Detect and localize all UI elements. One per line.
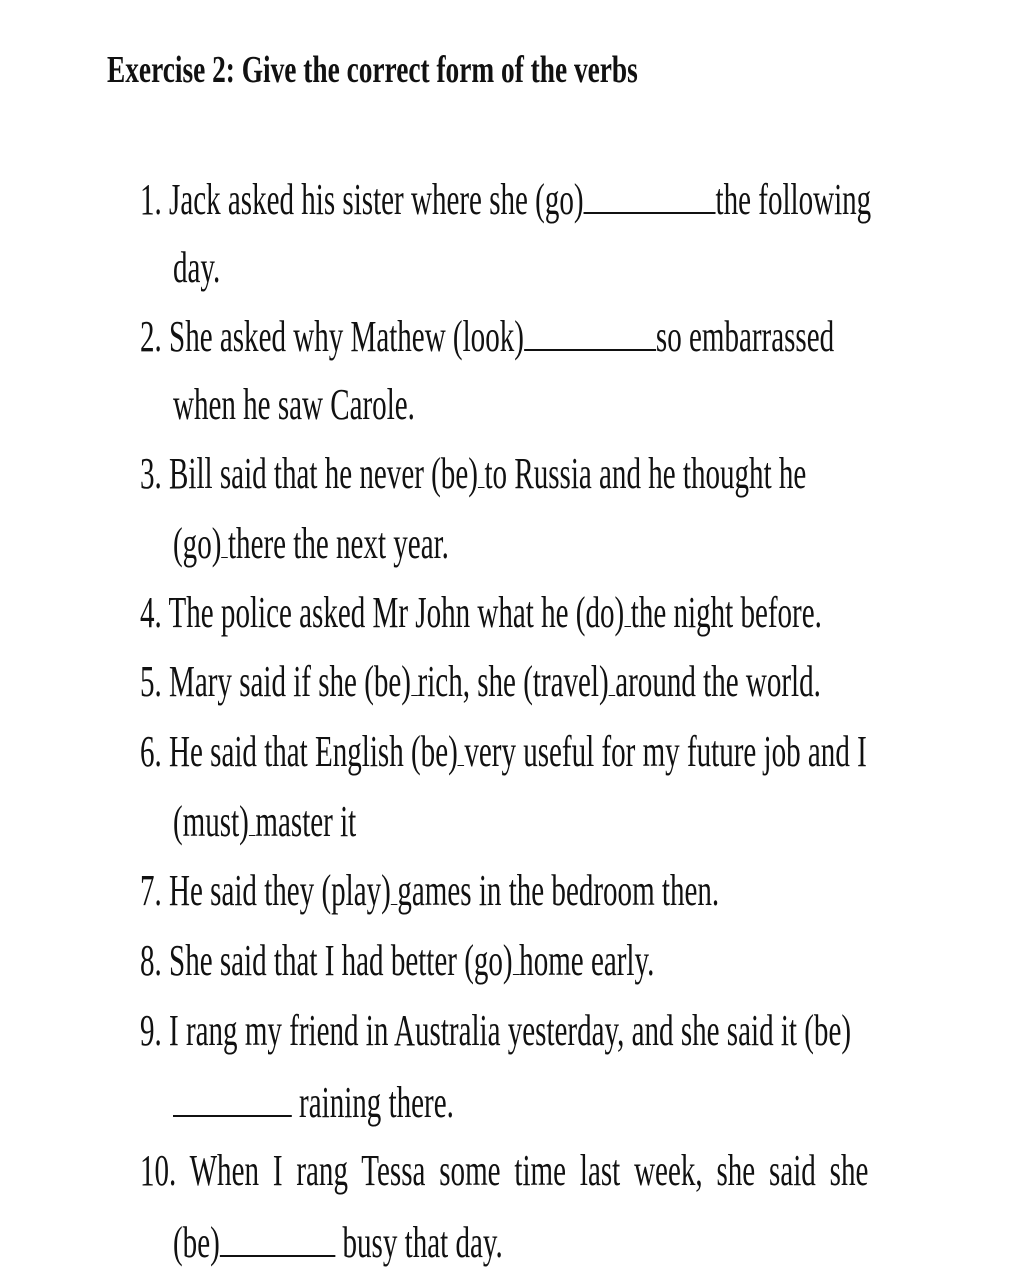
item-number: 3. [140, 449, 162, 498]
item-text: He said they (play) [169, 866, 391, 915]
item-text: to Russia and he thought he [484, 449, 807, 498]
item-text: When I rang Tessa some time last week, she said she [189, 1146, 869, 1195]
exercise-item-8 [140, 931, 654, 991]
item-number: 1. [140, 175, 162, 224]
exercise-item-10 [140, 1141, 868, 1201]
item-text: master it [255, 797, 357, 846]
item-number: 6. [140, 727, 162, 776]
exercise-item-5 [140, 652, 821, 712]
item-text: She asked why Mathew (look) [169, 312, 524, 361]
item-number: 5. [140, 657, 162, 706]
item-text: very useful for my future job and I [464, 727, 867, 776]
item-text: He said that English (be) [169, 727, 458, 776]
exercise-item-2 [140, 305, 834, 365]
item-text: raining there. [299, 1078, 454, 1127]
exercise-item-6-continued [173, 792, 356, 852]
item-number: 10. [140, 1146, 177, 1195]
exercise-item-4 [140, 583, 822, 643]
item-text: Jack asked his sister where she (go) [169, 175, 584, 224]
exercise-item-9 [140, 1001, 851, 1061]
item-text: The police asked Mr John what he (do) [168, 588, 625, 637]
exercise-item-2-continued [173, 375, 415, 435]
item-number: 2. [140, 312, 162, 361]
item-text: Bill said that he never (be) [169, 449, 478, 498]
item-text: (go) [173, 519, 222, 568]
exercise-item-3-continued [173, 514, 449, 574]
item-number: 9. [140, 1006, 162, 1055]
exercise-item-1-continued [173, 238, 220, 298]
exercise-item-9-continued [173, 1071, 454, 1131]
answer-blank[interactable] [478, 447, 485, 488]
answer-blank[interactable] [584, 168, 716, 214]
answer-blank[interactable] [173, 1071, 292, 1117]
item-text: so embarrassed [655, 312, 835, 361]
item-text: (must) [173, 797, 249, 846]
item-text: Mary said if she (be) [169, 657, 411, 706]
item-number: 4. [140, 588, 162, 637]
item-text: the following [715, 175, 872, 224]
item-text: games in the bedroom then. [397, 866, 720, 915]
item-number: 7. [140, 866, 162, 915]
item-text: the night before. [630, 588, 822, 637]
item-text: day. [173, 243, 221, 292]
exercise-item-6 [140, 722, 867, 782]
item-text: home early. [519, 936, 655, 985]
exercise-item-10-continued [173, 1211, 503, 1271]
item-text: She said that I had better (go) [169, 936, 513, 985]
exercise-item-1 [140, 168, 871, 228]
answer-blank[interactable] [220, 1211, 336, 1257]
item-text: (be) [173, 1218, 220, 1267]
item-text: rich, she (travel) [417, 657, 609, 706]
item-text: when he saw Carole. [173, 380, 415, 429]
exercise-item-3 [140, 444, 806, 504]
item-text: I rang my friend in Australia yesterday, and she said it (be) [169, 1006, 852, 1055]
item-text: busy that day. [342, 1218, 503, 1267]
exercise-item-7 [140, 861, 719, 921]
item-text: there the next year. [227, 519, 449, 568]
exercise-title: Exercise 2: Give the correct form of the verbs [107, 49, 638, 91]
item-text: around the world. [615, 657, 821, 706]
answer-blank[interactable] [524, 305, 656, 351]
item-number: 8. [140, 936, 162, 985]
